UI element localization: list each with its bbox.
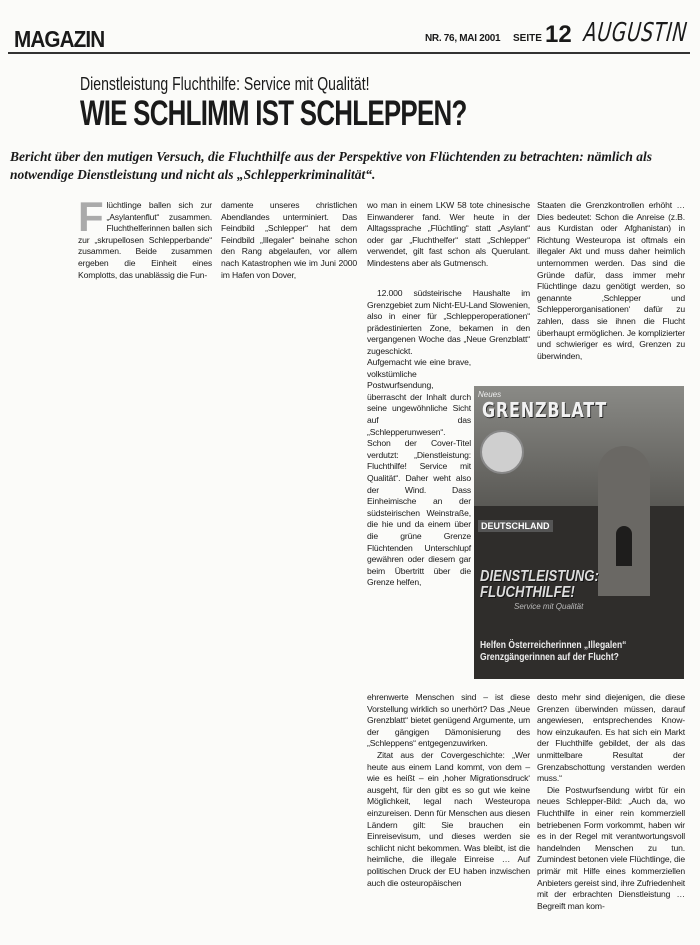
cover-chapel-door [616, 526, 632, 566]
column-3-top [367, 200, 530, 270]
cover-neues: Neues [478, 390, 502, 399]
seite-label: SEITE [513, 33, 542, 44]
article-headline: WIE SCHLIMM IST SCHLEPPEN? [80, 94, 467, 133]
cover-headline: DIENSTLEISTUNG: FLUCHTHILFE! [480, 568, 599, 601]
column-2 [221, 200, 357, 281]
issue-label: NR. 76, MAI 2001 [425, 33, 501, 44]
cover-subtitle: Service mit Qualität [514, 602, 584, 611]
column-4-text-low2: Die Postwurfsendung wirbt für ein neues Schlepper-Bild: „Auch da, wo Fluchthilfe in einer rein kommerziell betriebenen Form vorkommt, haben wir es in der Regel mit verantwortungsvoll handelnden Menschen zu tun. Zumindest betonen viele Flüchtlinge, die primär mit Hilfe eines kommerziellen Anbieters gereist sind, ihre Zufriedenheit mit der erbrachten Dienstleistung … Begreift man kom- [537, 784, 685, 911]
header-rule [8, 52, 690, 54]
cover-image [474, 386, 684, 679]
cover-badge [480, 430, 524, 474]
column-3-text-low: ehrenwerte Menschen sind – ist diese Vorstellung wirklich so unerhört? Das „Neue Grenzblatt“ bietet genügend Argumente, um der gängigen Dämonisierung des „Schleppens“ entgegenzuwirken. [367, 692, 530, 749]
column-4 [537, 200, 685, 362]
drop-cap: F [78, 193, 104, 240]
article-lead: Bericht über den mutigen Versuch, die Fluchthilfe aus der Perspektive von Flüchtenden zu betrachten: nämlich als notwendige Dienstleistung und nicht als „Schlepperkriminalität“. [10, 149, 653, 182]
column-3-text-b: 12.000 südsteirische Haushalte im Grenzgebiet zum Nicht-EU-Land Slowenien, also in einer für „Schlepperoperationen“ prädestinierten Zone, bekamen in den vergangenen Woche das „Neue Grenzblatt“ zugeschickt. [367, 288, 530, 356]
column-3-bottom [367, 692, 530, 889]
column-2-text: damente unseres christlichen Abendlandes unterminiert. Das Feindbild „Schlepper“ hat dem Feindbild „Illegaler“ beinahe schon den Rang abgelaufen, vor allem nach Katastrophen wie im Juni 2000 im Hafen von Dover, [221, 200, 357, 280]
augustin-logo: AUGUSTIN [582, 18, 689, 48]
column-3-mid [367, 288, 530, 358]
column-3-text-narrow: Aufgemacht wie eine brave, volkstümliche Postwurfsendung, überrascht der Inhalt durch seine ungewöhnliche Sicht auf das „Schlepperunwesen“. Schon der Cover-Titel verdutzt: „Dienstleistung: Fluchthilfe! Service mit Qualität“. Daher weht also der Wind. Dass Einheimische an der südsteirischen Weinstraße, die hie und da einem über die grüne Grenze Flüchtenden Unterschlupf gewähren oder diesem gar beim Übertritt über die Grenze helfen, [367, 357, 471, 588]
cover-deutschland: DEUTSCHLAND [478, 520, 553, 532]
column-1-text: lüchtlinge ballen sich zur „Asylantenflut“ zusammen. Fluchthelferinnen ballen sich zur „skrupellosen Schlepperbande“ zusammen. Beide zusammen ergeben die Einheit eines Komplotts, das unablässig die Fun- [78, 200, 212, 280]
section-title: MAGAZIN [14, 26, 105, 52]
column-3-text-a: wo man in einem LKW 58 tote chinesische Einwanderer fand. Wer heute in der Alltagssprache „Flüchtling“ statt „Asylant“ oder gar „Fluchthelfer“ statt „Schlepper“ verwendet, gilt fast schon als Querulant. Mindestens aber als Gutmensch. [367, 200, 530, 268]
column-3-text-low2: Zitat aus der Covergeschichte: „Wer heute aus einem Land kommt, von dem – wie es heißt – ein ‚hoher Migrationsdruck‘ ausgeht, für den gibt es so gut wie keine Möglichkeit, legal nach Westeuropa einzureisen. Denn für Menschen aus diesen Ländern gilt: Sie brauchen ein Einreisevisum, und dieses werden sie schlicht nicht bekommen. Was bleibt, ist die heimliche, die illegale Einreise … Auf politischen Druck der EU haben inzwischen auch die osteuropäischen [367, 749, 530, 888]
page-number: 12 [545, 21, 572, 48]
cover-title: GRENZBLATT [482, 398, 608, 422]
column-4-text: Staaten die Grenzkontrollen erhöht … Dies bedeutet: Schon die Anreise (z.B. aus Kurdistan oder Afghanistan) in Richtung Westeuropa ist oftmals ein illegaler Akt und muss daher heimlich unternommen werden. Das sind die Gründe dafür, dass immer mehr Flüchtlinge dazu genötigt werden, so genannte ‚Schlepper und Schlepperorganisationen‘ dafür zu zahlen, dass sie ihnen die Flucht überhaupt ermöglichen. Je komplizierter und schwieriger es wird, Grenzen zu überwinden, [537, 200, 685, 361]
column-1 [78, 193, 212, 281]
column-4-bottom [537, 692, 685, 912]
column-3-narrow [367, 357, 471, 589]
cover-footer: Helfen Österreicherinnen „Illegalen“ Grenzgängerinnen auf der Flucht? [480, 640, 627, 663]
article-kicker: Dienstleistung Fluchthilfe: Service mit Qualität! [80, 74, 370, 94]
column-4-text-low: desto mehr sind diejenigen, die diese Grenzen überwinden müssen, darauf angewiesen, entsprechendes Know-how einzukaufen. Es hat sich ein Markt der Fluchthilfe gebildet, der als das unmittelbare Resultat der Grenzabschottung verstanden werden muss.“ [537, 692, 685, 784]
